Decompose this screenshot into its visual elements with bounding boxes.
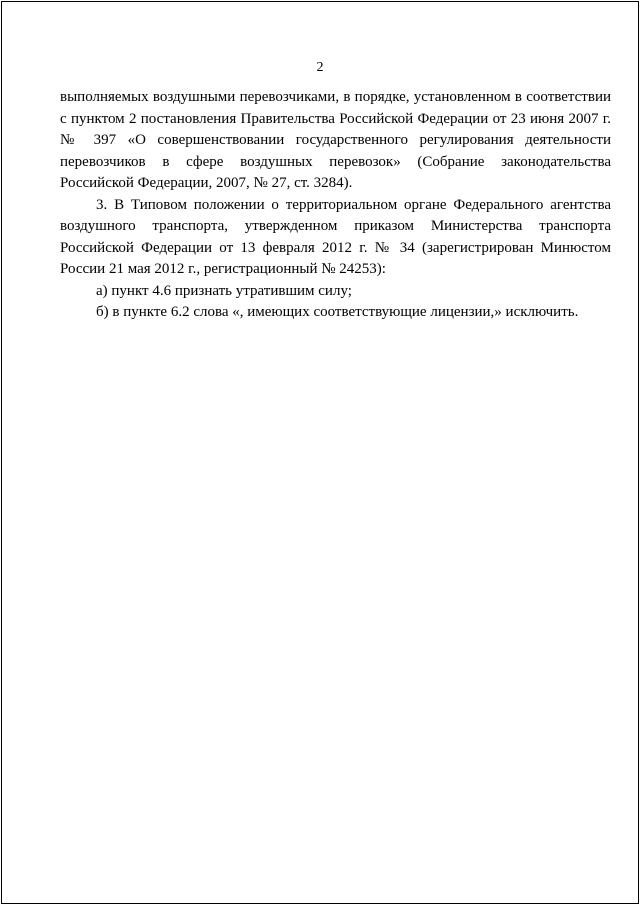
paragraph-subitem-a: а) пункт 4.6 признать утратившим силу; bbox=[96, 282, 352, 299]
document-body bbox=[60, 87, 611, 324]
paragraph-subitem-b: б) в пункте 6.2 слова «, имеющих соответствующие лицензии,» исключить. bbox=[96, 304, 579, 320]
paragraph-continuation: выполняемых воздушными перевозчиками, в порядке, установленном в соответствии с пунктом 2 постановления Правительства Российской Федерации от 23 июня 2007 г. № 397 «О совершенствовании государственного регулирования деятельности перевозчиков в сфере воздушных перевозок» (Собрание законодательства Российской Федерации, 2007, № 27, ст. 3284). bbox=[60, 89, 611, 191]
paragraph-item-3: 3. В Типовом положении о территориальном органе Федерального агентства воздушного транспорта, утвержденном приказом Министерства транспорта Российской Федерации от 13 февраля 2012 г. № 34 (зарегистрирован Минюстом России 21 мая 2012 г., регистрационный № 24253): bbox=[60, 196, 611, 277]
page-number: 2 bbox=[316, 60, 324, 75]
